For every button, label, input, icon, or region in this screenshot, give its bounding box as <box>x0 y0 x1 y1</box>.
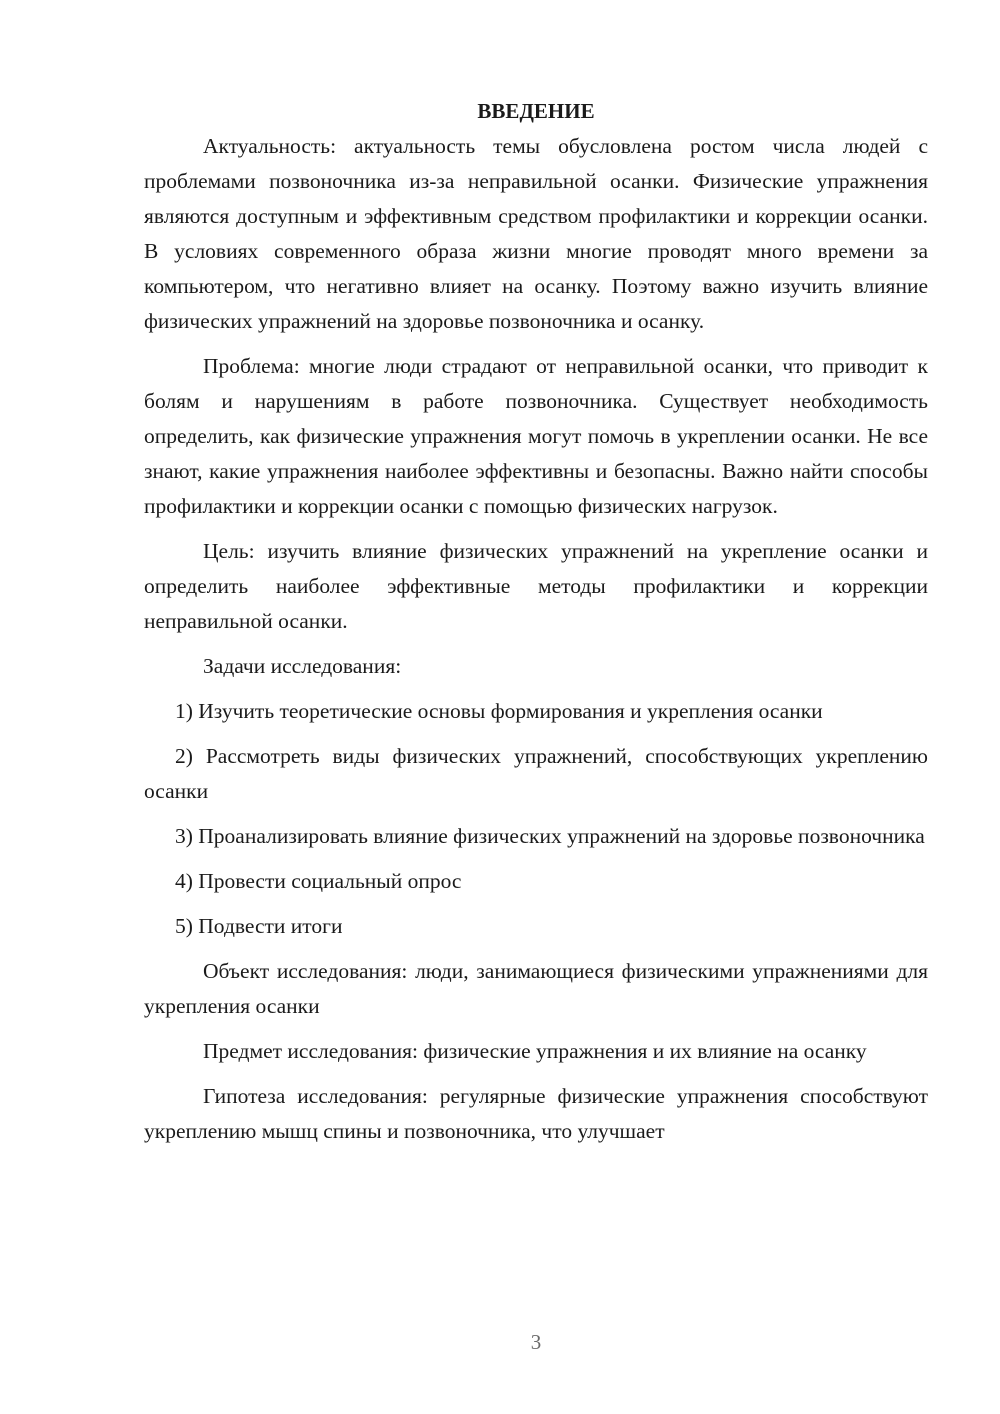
paragraph-relevance: Актуальность: актуальность темы обусловлена ростом числа людей с проблемами позвоночника из-за неправильной осанки. Физические упражнения являются доступным и эффективным средством профилактики и коррекции осанки. В условиях современного образа жизни многие проводят много времени за компьютером, что негативно влияет на осанку. Поэтому важно изучить влияние физических упражнений на здоровье позвоночника и осанку. <box>144 134 928 333</box>
task-item-5: 5) Подвести итоги <box>175 914 343 938</box>
task-item-1: 1) Изучить теоретические основы формирования и укрепления осанки <box>175 699 823 723</box>
tasks-heading: Задачи исследования: <box>203 654 402 678</box>
document-page <box>144 96 928 1159</box>
paragraph-object: Объект исследования: люди, занимающиеся физическими упражнениями для укрепления осанки <box>144 959 928 1018</box>
paragraph-hypothesis: Гипотеза исследования: регулярные физические упражнения способствуют укреплению мышц спины и позвоночника, что улучшает <box>144 1084 928 1143</box>
section-heading: ВВЕДЕНИЕ <box>477 99 595 123</box>
page-number: 3 <box>530 1330 542 1354</box>
paragraph-subject: Предмет исследования: физические упражнения и их влияние на осанку <box>203 1039 867 1063</box>
task-item-4: 4) Провести социальный опрос <box>175 869 462 893</box>
paragraph-problem: Проблема: многие люди страдают от неправильной осанки, что приводит к болям и нарушениям в работе позвоночника. Существует необходимость определить, как физические упражнения могут помочь в укреплении осанки. Не все знают, какие упражнения наиболее эффективны и безопасны. Важно найти способы профилактики и коррекции осанки с помощью физических нагрузок. <box>144 354 928 518</box>
task-item-2: 2) Рассмотреть виды физических упражнений, способствующих укреплению осанки <box>144 744 928 803</box>
task-item-3: 3) Проанализировать влияние физических упражнений на здоровье позвоночника <box>175 824 925 848</box>
paragraph-goal: Цель: изучить влияние физических упражнений на укрепление осанки и определить наиболее эффективные методы профилактики и коррекции неправильной осанки. <box>144 539 928 633</box>
